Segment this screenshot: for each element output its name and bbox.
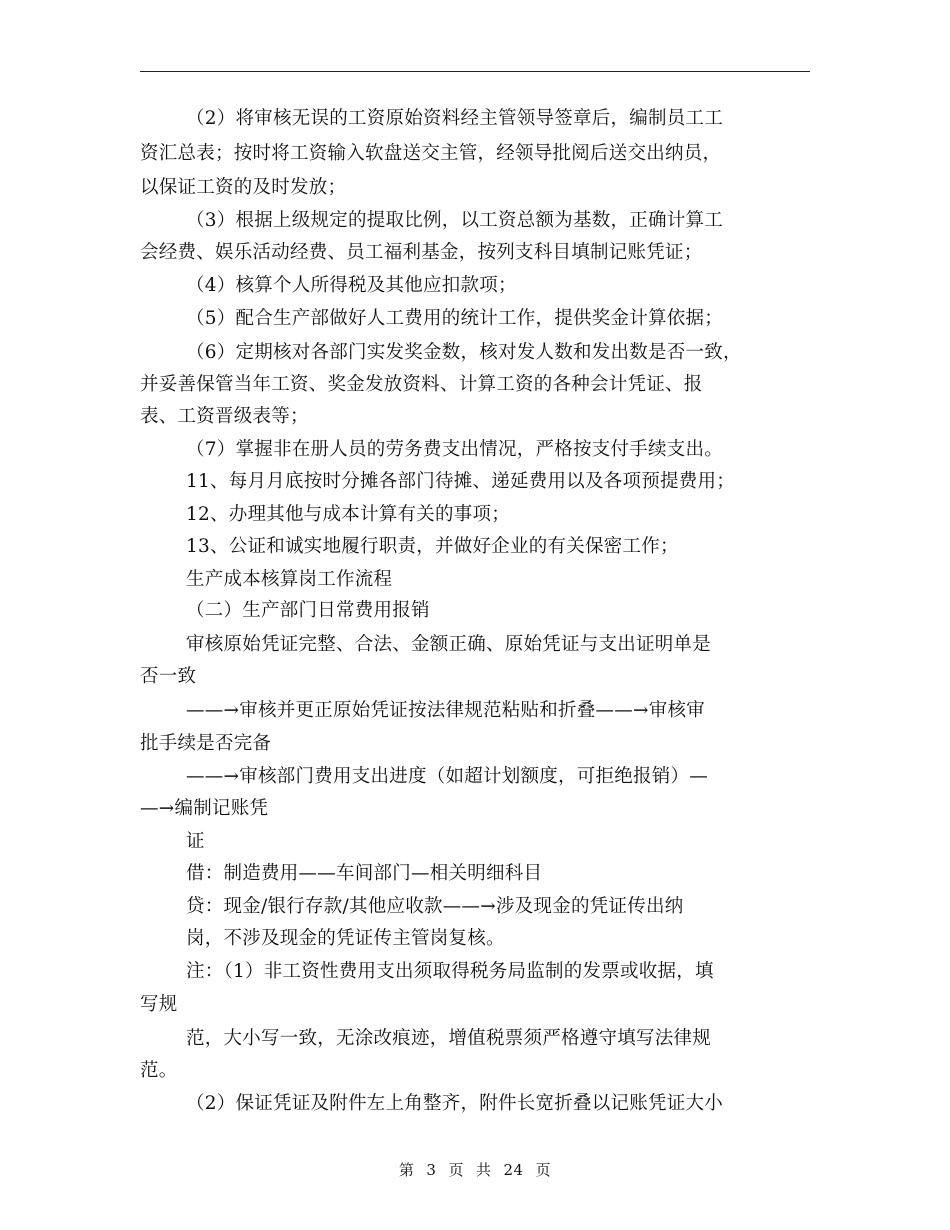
text-line: （5）配合生产部做好人工费用的统计工作，提供奖金计算依据；	[186, 308, 724, 329]
text-line: 岗，不涉及现金的凭证传主管岗复核。	[186, 928, 505, 949]
text-line: 范。	[140, 1060, 178, 1081]
page-footer	[0, 1159, 950, 1180]
text-line: （3）根据上级规定的提取比例，以工资总额为基数，正确计算工	[186, 210, 724, 231]
section-heading: 生产成本核算岗工作流程	[186, 569, 393, 590]
text-line: 资汇总表；按时将工资输入软盘送交主管，经领导批阅后送交出纳员，	[140, 143, 722, 164]
text-line: 以保证工资的及时发放；	[140, 177, 347, 198]
footer-page-unit: 页	[448, 1161, 464, 1179]
text-line: 表、工资晋级表等；	[140, 406, 309, 427]
text-line: （2）将审核无误的工资原始资料经主管领导签章后，编制员工工	[186, 108, 724, 129]
footer-page-number: 3	[426, 1161, 437, 1179]
header-rule	[140, 71, 810, 72]
footer-total-unit: 页	[535, 1161, 552, 1179]
text-line: —→编制记账凭	[140, 798, 269, 819]
text-line: 否一致	[140, 666, 197, 687]
text-line: 会经费、娱乐活动经费、员工福利基金，按列支科目填制记账凭证；	[140, 242, 703, 263]
text-line: ——→审核并更正原始凭证按法律规范粘贴和折叠——→审核审	[186, 700, 706, 721]
text-line: 批手续是否完备	[140, 733, 272, 754]
text-line: 13、公证和诚实地履行职责，并做好企业的有关保密工作；	[186, 536, 679, 557]
text-line: 并妥善保管当年工资、奖金发放资料、计算工资的各种会计凭证、报	[140, 374, 703, 395]
text-line: （4）核算个人所得税及其他应扣款项；	[186, 275, 517, 296]
text-line: 写规	[140, 994, 178, 1015]
footer-page-label: 第	[398, 1161, 415, 1179]
text-line: 注：（1）非工资性费用支出须取得税务局监制的发票或收据，填	[186, 961, 714, 982]
text-line: 范，大小写一致，无涂改痕迹，增值税票须严格遵守填写法律规	[186, 1028, 712, 1049]
text-line: 贷：现金/银行存款/其他应收款——→涉及现金的凭证传出纳	[186, 896, 684, 917]
text-line: ——→审核部门费用支出进度（如超计划额度，可拒绝报销）—	[186, 766, 709, 787]
text-line: 11、每月月底按时分摊各部门待摊、递延费用以及各项预提费用；	[186, 471, 736, 492]
footer-total-label: 共	[475, 1161, 492, 1179]
text-line: 借：制造费用——车间部门—相关明细科目	[186, 863, 543, 884]
text-line: 证	[186, 831, 205, 852]
text-line: （6）定期核对各部门实发奖金数，核对发人数和发出数是否一致，	[186, 342, 742, 363]
text-line: （2）保证凭证及附件左上角整齐，附件长宽折叠以记账凭证大小	[186, 1093, 724, 1114]
subsection-heading: （二）生产部门日常费用报销	[186, 600, 430, 621]
text-line: （7）掌握非在册人员的劳务费支出情况，严格按支付手续支出。	[186, 439, 724, 460]
text-line: 12、办理其他与成本计算有关的事项；	[186, 504, 511, 525]
footer-total-pages: 24	[503, 1161, 524, 1179]
text-line: 审核原始凭证完整、合法、金额正确、原始凭证与支出证明单是	[186, 634, 712, 655]
